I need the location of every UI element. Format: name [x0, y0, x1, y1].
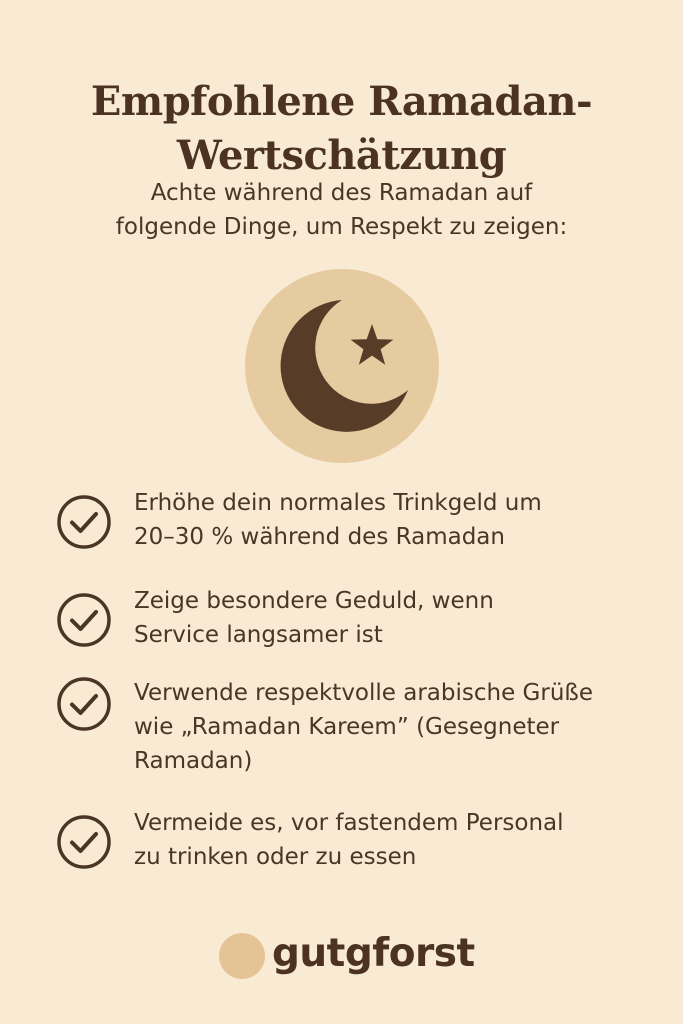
list-item-text	[134, 584, 656, 652]
list-item-line: zu trinken oder zu essen	[134, 844, 417, 870]
list-item-line: Zeige besondere Geduld, wenn	[134, 588, 494, 614]
title-line-1: Empfohlene Ramadan-	[90, 77, 593, 125]
crescent-star-icon	[244, 268, 440, 464]
checkmark-circle-icon	[56, 676, 112, 732]
title-line-2: Wertschätzung	[176, 131, 507, 179]
logo-wordmark: gutgforst	[272, 931, 475, 976]
intro-line-2: folgende Dinge, um Respekt zu zeigen:	[115, 214, 568, 240]
list-item	[56, 486, 656, 584]
checkmark-circle-icon	[56, 592, 112, 648]
list-item	[56, 584, 656, 676]
intro-line-1: Achte während des Ramadan auf	[150, 180, 533, 206]
checkmark-circle-icon	[56, 494, 112, 550]
list-item-line: Ramadan)	[134, 748, 253, 774]
list-item-line: Erhöhe dein normales Trinkgeld um	[134, 490, 542, 516]
recommendation-list	[56, 486, 656, 898]
logo-mark-icon	[218, 930, 266, 982]
brand-logo	[218, 926, 478, 986]
list-item-line: 20–30 % während des Ramadan	[134, 524, 505, 550]
list-item-text	[134, 806, 656, 874]
list-item	[56, 676, 656, 806]
list-item-line: Service langsamer ist	[134, 622, 383, 648]
list-item-text	[134, 676, 656, 778]
list-item-line: Verwende respektvolle arabische Grüße	[134, 680, 594, 706]
list-item-line: Vermeide es, vor fastendem Personal	[134, 810, 564, 836]
intro-text	[40, 176, 643, 244]
checkmark-circle-icon	[56, 814, 112, 870]
list-item-text	[134, 486, 656, 554]
page-title	[0, 75, 683, 183]
list-item	[56, 806, 656, 898]
list-item-line: wie „Ramadan Kareem” (Gesegneter	[134, 714, 560, 740]
